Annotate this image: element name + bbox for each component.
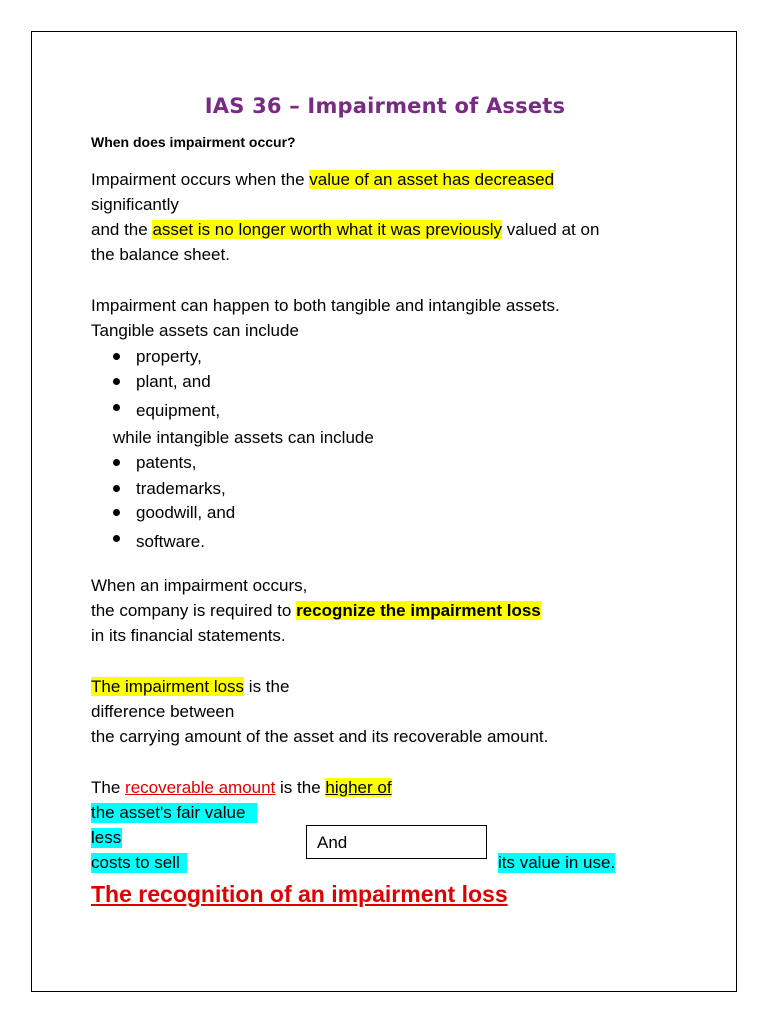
para5-value-in-use: its value in use. bbox=[498, 853, 616, 872]
para1-line3 bbox=[91, 220, 599, 240]
para4-line1 bbox=[91, 677, 289, 697]
bullet-icon bbox=[113, 459, 120, 466]
para5-fair-value: the asset's fair value bbox=[91, 803, 257, 823]
para5-highlight-higher-of: higher of bbox=[325, 778, 392, 797]
section-heading-recognition: The recognition of an impairment loss bbox=[91, 881, 508, 907]
page-title: IAS 36 – Impairment of Assets bbox=[204, 94, 566, 118]
para2-line2: Tangible assets can include bbox=[91, 321, 299, 340]
list-item-intangible: goodwill, and bbox=[136, 503, 236, 522]
document-page bbox=[31, 31, 737, 992]
para1-line4: the balance sheet. bbox=[91, 245, 230, 264]
para5-less: less bbox=[91, 828, 122, 847]
para2-line3: while intangible assets can include bbox=[113, 428, 374, 447]
para3-line3: in its financial statements. bbox=[91, 626, 286, 645]
para1-line1 bbox=[91, 170, 554, 190]
bullet-icon bbox=[113, 485, 120, 492]
and-text-box bbox=[306, 825, 487, 859]
para1-line1-text: Impairment occurs when the bbox=[91, 170, 310, 189]
list-item-tangible: plant, and bbox=[136, 372, 211, 391]
para1-line3-post: valued at on bbox=[502, 220, 600, 239]
para5-recoverable-amount: recoverable amount bbox=[125, 778, 276, 797]
para3-line2 bbox=[91, 601, 541, 621]
bullet-icon bbox=[113, 353, 120, 360]
para2-line1: Impairment can happen to both tangible and intangible assets. bbox=[91, 296, 560, 315]
and-text-box-label: And bbox=[317, 833, 348, 852]
para1-line2: significantly bbox=[91, 195, 179, 214]
section-subheading: When does impairment occur? bbox=[91, 134, 296, 150]
para4-highlight-impairment-loss: The impairment loss bbox=[91, 677, 245, 696]
bullet-icon bbox=[113, 535, 120, 542]
para3-line1: When an impairment occurs, bbox=[91, 576, 308, 595]
para1-line3-pre: and the bbox=[91, 220, 153, 239]
para5-line1-mid: is the bbox=[275, 778, 326, 797]
para3-line2-pre: the company is required to bbox=[91, 601, 297, 620]
list-item-tangible: property, bbox=[136, 347, 202, 366]
para1-highlight-value-decreased: value of an asset has decreased bbox=[309, 170, 555, 189]
bullet-icon bbox=[113, 378, 120, 385]
para1-highlight-no-longer-worth: asset is no longer worth what it was previously bbox=[152, 220, 503, 239]
para3-highlight-recognize: recognize the impairment loss bbox=[296, 601, 541, 620]
para5-line1-pre: The bbox=[91, 778, 126, 797]
list-item-intangible: software. bbox=[136, 532, 205, 551]
list-item-tangible: equipment, bbox=[136, 401, 221, 420]
para5-costs-to-sell: costs to sell bbox=[91, 853, 187, 873]
para5-line1 bbox=[91, 778, 392, 798]
list-item-intangible: patents, bbox=[136, 453, 197, 472]
para4-line1-post: is the bbox=[244, 677, 290, 696]
list-item-intangible: trademarks, bbox=[136, 479, 226, 498]
bullet-icon bbox=[113, 509, 120, 516]
para4-line2: difference between bbox=[91, 702, 235, 721]
bullet-icon bbox=[113, 404, 120, 411]
para4-line3: the carrying amount of the asset and its recoverable amount. bbox=[91, 727, 549, 746]
